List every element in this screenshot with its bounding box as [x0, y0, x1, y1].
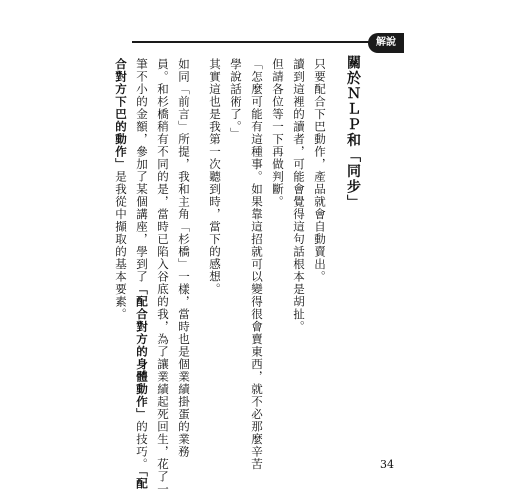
- body-text: 是我從中擷取的基本要素。: [114, 170, 128, 321]
- body-line: 「怎麼可能有這種事。如果靠這招就可以變得很會賣東西，就不必那麼辛苦: [250, 58, 264, 471]
- body-line: 其實這也是我第一次聽到時，當下的感想。: [208, 58, 222, 296]
- body-text: 的技巧。: [135, 420, 149, 471]
- body-line: 學說話術了。」: [229, 58, 243, 140]
- body-line: 員。和杉橋稍有不同的是，當時已陷入谷底的我，為了讓業績起死回生，花了一: [156, 58, 170, 496]
- body-line: 只要配合下巴動作，產品就會自動賣出。: [313, 58, 327, 283]
- page-number: 34: [380, 458, 394, 471]
- body-line: 但請各位等一下再做判斷。: [271, 58, 285, 208]
- body-text: 筆不小的金額，參加了某個講座，學到了: [135, 58, 149, 283]
- section-tag: 解說: [368, 33, 404, 53]
- header-rule: [132, 41, 377, 43]
- chapter-heading: 關於ＮＬＰ和「同步」: [345, 55, 361, 210]
- bold-phrase: 「配合對方的身體動作」: [135, 283, 149, 421]
- body-line: 讀到這裡的讀者，可能會覺得這句話根本是胡扯。: [292, 58, 306, 333]
- body-line: 如同「前言」所提，我和主角「杉橋」一樣，當時也是個業績掛蛋的業務: [177, 58, 191, 458]
- bold-phrase: 合對方下巴的動作」: [114, 58, 128, 171]
- body-line: [114, 58, 128, 321]
- bold-phrase: 「配: [135, 470, 149, 490]
- body-line: [135, 58, 149, 490]
